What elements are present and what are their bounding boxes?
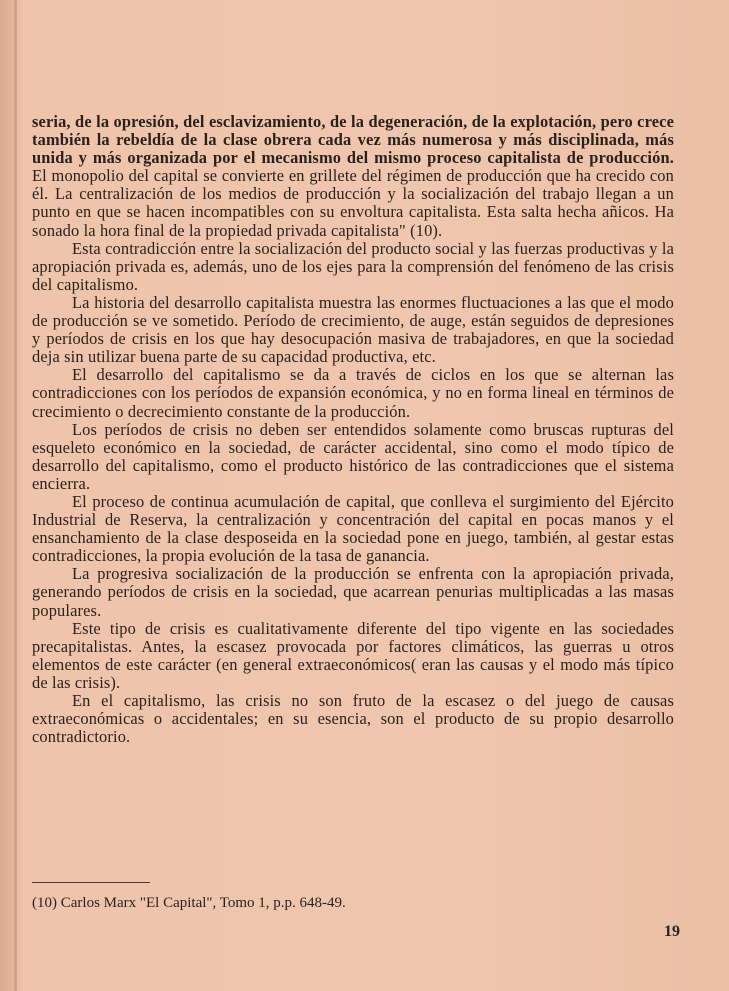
paragraph-1-text: El monopolio del capital se convierte en grillete del régimen de producción que ha crecido con él. La centralización de los medios de producción y la socialización del trabajo llegan a un punto en que se hacen incompatibles con su envoltura capitalista. Esta salta hecha añicos. Ha sonado la hora final de la propiedad privada capitalista" (10). <box>32 166 674 240</box>
paragraph-1 <box>32 113 674 240</box>
paragraph-5: Los períodos de crisis no deben ser entendidos solamente como bruscas rupturas del esqueleto económico en la sociedad, de carácter accidental, sino como el modo típico de desarrollo del capitalismo, como el producto histórico de las contradicciones que el sistema encierra. <box>32 419 674 493</box>
footnote: (10) Carlos Marx "El Capital", Tomo 1, p.p. 648-49. <box>32 895 346 911</box>
paragraph-2: Esta contradicción entre la socialización del producto social y las fuerzas productivas y la apropiación privada es, además, uno de los ejes para la comprensión del fenómeno de las crisis del capitalismo. <box>32 238 674 294</box>
paragraph-4: El desarrollo del capitalismo se da a través de ciclos en los que se alternan las contradicciones con los períodos de expansión económica, y no en forma lineal en términos de crecimiento o decrecimiento constante de la producción. <box>32 365 674 421</box>
paragraph-8: Este tipo de crisis es cualitativamente diferente del tipo vigente en las sociedades precapitalistas. Antes, la escasez provocada por factores climáticos, las guerras u otros elementos de este carácter (en general extraeconómicos( eran las causas y el modo más típico de las crisis). <box>32 618 674 692</box>
paragraph-6: El proceso de continua acumulación de capital, que conlleva el surgimiento del Ejército Industrial de Reserva, la centralización y concentración del capital en pocas manos y el ensanchamiento de la clase desposeida en la sociedad pone en juego, también, al gestar estas contradicciones, la propia evolución de la tasa de ganancia. <box>32 491 674 566</box>
body-text <box>32 113 674 746</box>
paragraph-7: La progresiva socialización de la producción se enfrenta con la apropiación privada, generando períodos de crisis en la sociedad, que acarrean penurias multiplicadas a las masas populares. <box>32 564 674 620</box>
page-gutter <box>14 0 17 991</box>
paragraph-9: En el capitalismo, las crisis no son fruto de la escasez o del juego de causas extraeconómicas o accidentales; en su esencia, son el producto de su propio desarrollo contradictorio. <box>32 691 674 747</box>
paragraph-3: La historia del desarrollo capitalista muestra las enormes fluctuaciones a las que el modo de producción se ve sometido. Período de crecimiento, de auge, están seguidos de depresiones y períodos de crisis en los que hay desocupación masiva de trabajadores, en que la sociedad deja sin utilizar buena parte de su capacidad productiva, etc. <box>32 292 674 367</box>
bold-lead-text: seria, de la opresión, del esclavizamiento, de la degeneración, de la explotación, pero crece también la rebeldía de la clase obrera cada vez más numerosa y más disciplinada, más unida y más organizada por el mecanismo del mismo proceso capitalista de producción. <box>32 112 674 168</box>
footnote-divider <box>32 882 150 883</box>
page-number: 19 <box>664 923 680 940</box>
